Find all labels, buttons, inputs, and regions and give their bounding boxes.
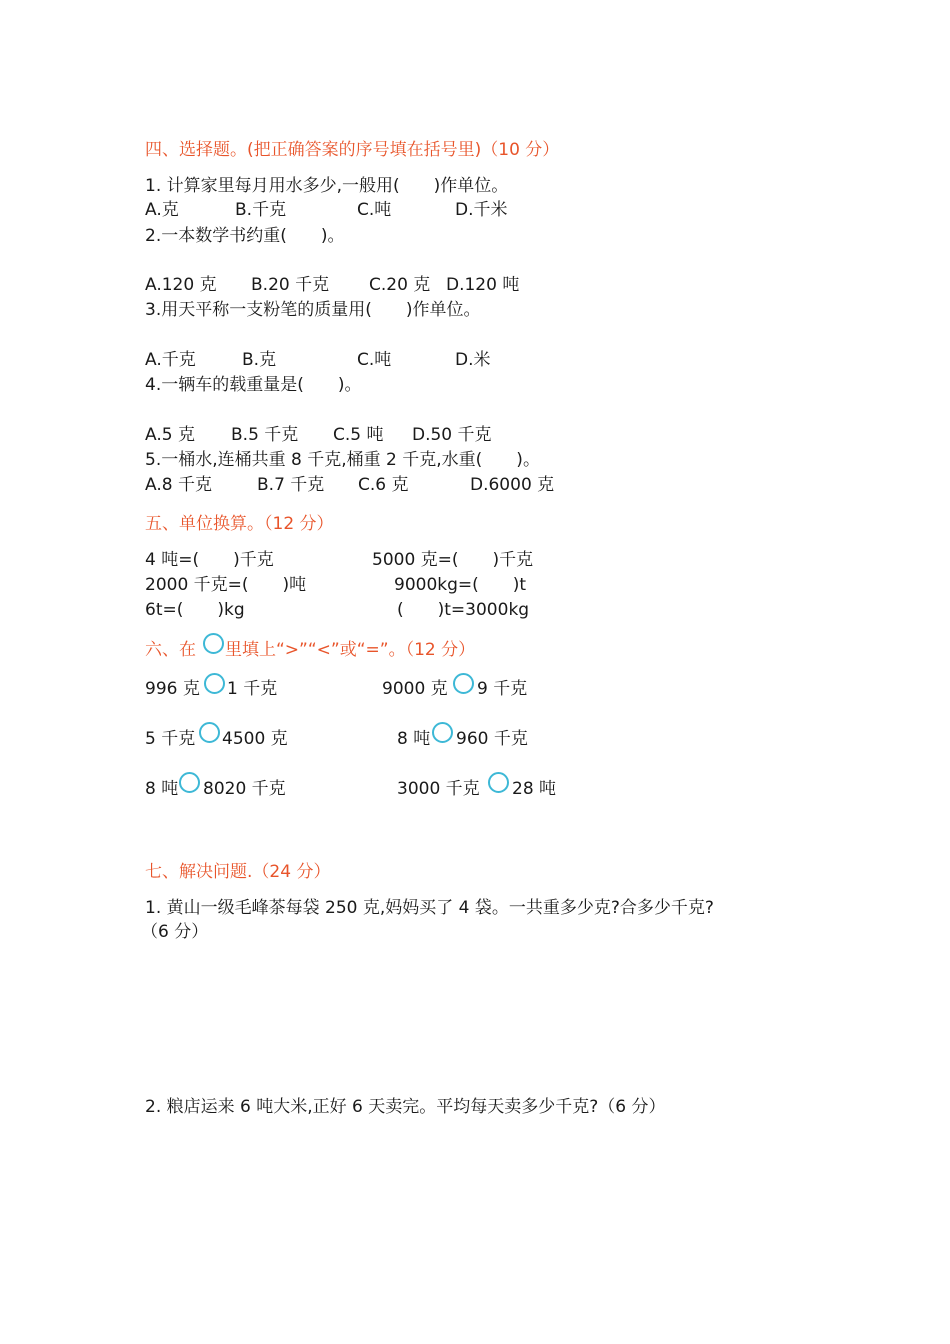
compare-circle-input[interactable] — [488, 772, 509, 793]
compare-right: 4500 克 — [222, 729, 288, 749]
compare-circle-input[interactable] — [199, 722, 220, 743]
q2-option-b: B.20 千克 — [251, 275, 330, 295]
compare-circle-input[interactable] — [453, 673, 474, 694]
compare-right: 9 千克 — [477, 679, 528, 699]
q4-option-a: A.5 克 — [145, 425, 195, 445]
compare-left: 9000 克 — [382, 679, 448, 699]
circle-icon — [203, 633, 224, 654]
conversion-item: 2000 千克=( )吨 — [145, 575, 307, 595]
q3-option-d: D.米 — [455, 350, 491, 370]
q4-option-d: D.50 千克 — [412, 425, 492, 445]
compare-circle-input[interactable] — [204, 673, 225, 694]
problem2-text: 2. 粮店运来 6 吨大米,正好 6 天卖完。平均每天卖多少千克?（6 分） — [145, 1097, 666, 1117]
q4-option-b: B.5 千克 — [231, 425, 299, 445]
conversion-item: 5000 克=( )千克 — [372, 550, 534, 570]
problem1-text: 1. 黄山一级毛峰茶每袋 250 克,妈妈买了 4 袋。一共重多少克?合多少千克? — [145, 898, 714, 918]
compare-circle-input[interactable] — [179, 772, 200, 793]
q4-text: 4.一辆车的载重量是( )。 — [145, 375, 362, 395]
q3-option-b: B.克 — [242, 350, 277, 370]
q5-option-a: A.8 千克 — [145, 475, 212, 495]
q4-option-c: C.5 吨 — [333, 425, 384, 445]
compare-right: 28 吨 — [512, 779, 557, 799]
compare-circle-input[interactable] — [432, 722, 453, 743]
q1-text: 1. 计算家里每月用水多少,一般用( )作单位。 — [145, 176, 509, 196]
q1-option-b: B.千克 — [235, 200, 287, 220]
q1-option-a: A.克 — [145, 200, 179, 220]
q1-option-c: C.吨 — [357, 200, 392, 220]
compare-left: 8 吨 — [397, 729, 431, 749]
compare-left: 3000 千克 — [397, 779, 480, 799]
section5-heading: 五、单位换算。（12 分） — [145, 514, 334, 534]
q3-option-a: A.千克 — [145, 350, 196, 370]
q2-option-c: C.20 克 — [369, 275, 431, 295]
q5-option-c: C.6 克 — [358, 475, 409, 495]
q1-option-d: D.千米 — [455, 200, 508, 220]
section7-heading: 七、解决问题.（24 分） — [145, 862, 331, 882]
section6-heading-part1: 六、在 — [145, 640, 196, 660]
conversion-item: 9000kg=( )t — [394, 575, 527, 595]
conversion-item: 6t=( )kg — [145, 600, 245, 620]
q2-option-a: A.120 克 — [145, 275, 217, 295]
q3-option-c: C.吨 — [357, 350, 392, 370]
q3-text: 3.用天平称一支粉笔的质量用( )作单位。 — [145, 300, 481, 320]
section4-heading: 四、选择题。(把正确答案的序号填在括号里)（10 分） — [145, 140, 560, 160]
compare-left: 5 千克 — [145, 729, 196, 749]
conversion-item: ( )t=3000kg — [397, 600, 530, 620]
problem1-score: （6 分） — [141, 922, 209, 942]
compare-right: 1 千克 — [227, 679, 278, 699]
compare-right: 8020 千克 — [203, 779, 286, 799]
q5-option-b: B.7 千克 — [257, 475, 325, 495]
section6-heading-part2: 里填上“>”“<”或“=”。（12 分） — [225, 640, 476, 660]
q2-option-d: D.120 吨 — [446, 275, 520, 295]
q5-text: 5.一桶水,连桶共重 8 千克,桶重 2 千克,水重( )。 — [145, 450, 540, 470]
q5-option-d: D.6000 克 — [470, 475, 555, 495]
compare-left: 8 吨 — [145, 779, 179, 799]
conversion-item: 4 吨=( )千克 — [145, 550, 274, 570]
compare-right: 960 千克 — [456, 729, 528, 749]
compare-left: 996 克 — [145, 679, 200, 699]
q2-text: 2.一本数学书约重( )。 — [145, 226, 345, 246]
